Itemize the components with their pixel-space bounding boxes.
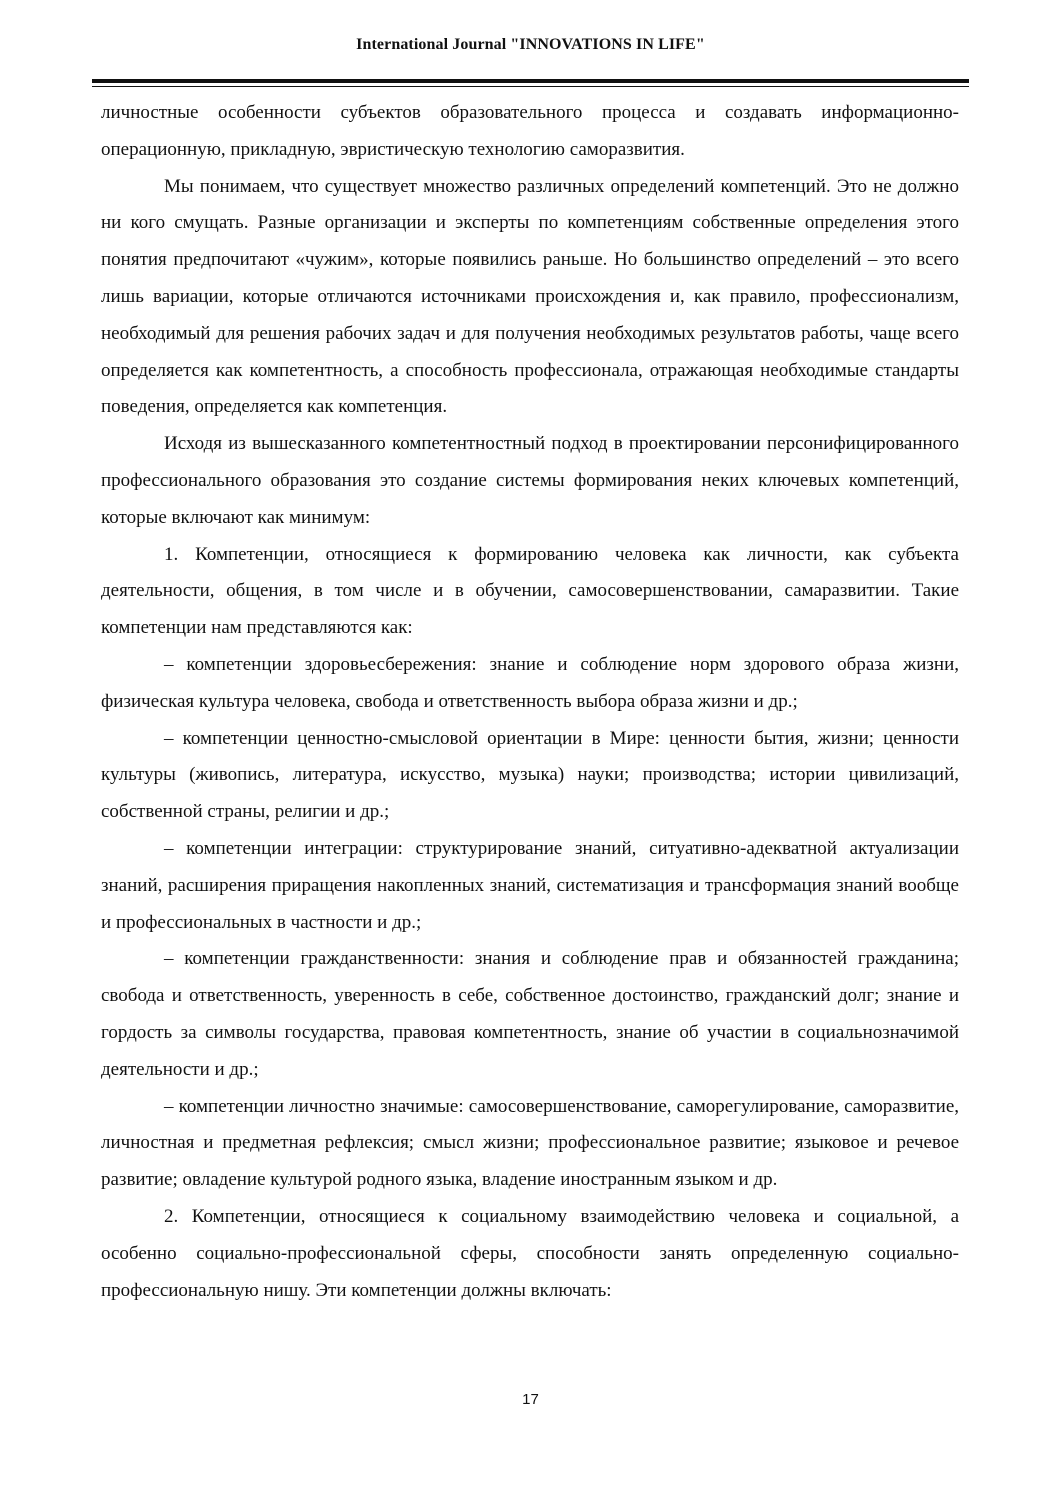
list-item-personal-significance-competencies: – компетенции личностно значимые: самосовершенствование, саморегулирование, саморазвитие, личностная и предметная рефлексия; смысл жизни; профессиональное развитие; языковое и речевое развитие; овладение культурой родного языка, владение иностранным языком и др. (101, 1095, 959, 1191)
header-rule-thin (92, 86, 969, 87)
paragraph-competence-approach: Исходя из вышесказанного компетентностный подход в проектировании персонифицированного профессионального образования это создание системы формирования неких ключевых компетенций, которые включают как минимум: (101, 433, 959, 528)
list-item-citizenship-competencies: – компетенции гражданственности: знания и соблюдение прав и обязанностей гражданина; свобода и ответственность, уверенность в себе, собственное достоинство, гражданский долг; знание и гордость за символы государства, правовая компетентность, знание об участии в социальнозначимой деятельности и др.; (101, 948, 959, 1080)
paragraph-competence-definitions: Мы понимаем, что существует множество различных определений компетенций. Это не должно ни кого смущать. Разные организации и эксперты по компетенциям собственные определения этого понятия предпочитают «чужим», которые появились раньше. Но большинство определений – это всего лишь вариации, которые отличаются источниками происхождения и, как правило, профессионализм, необходимый для решения рабочих задач и для получения необходимых результатов работы, чаще всего определяется как компетентность, а способность профессионала, отражающая необходимые стандарты поведения, определяется как компетенция. (101, 175, 959, 418)
list-item-value-competencies: – компетенции ценностно-смысловой ориентации в Мире: ценности бытия, жизни; ценности культуры (живопись, литература, искусство, музыка) науки; производства; истории цивилизаций, собственной страны, религии и др.; (101, 727, 959, 823)
list-item-health-competencies: – компетенции здоровьесбережения: знание и соблюдение норм здорового образа жизни, физическая культура человека, свобода и ответственность выбора образа жизни и др.; (101, 653, 959, 712)
page-number: 17 (522, 1391, 539, 1408)
list-item-personal-competencies: 1. Компетенции, относящиеся к формированию человека как личности, как субъекта деятельности, общения, в том числе и в обучении, самосовершенствовании, самаразвитии. Такие компетенции нам представляются как: (101, 543, 959, 639)
journal-running-head: International Journal "INNOVATIONS IN LIFE" (356, 36, 705, 53)
list-item-integration-competencies: – компетенции интеграции: структурирование знаний, ситуативно-адекватной актуализации знаний, расширения приращения накопленных знаний, систематизация и трансформация знаний вообще и профессиональных в частности и др.; (101, 837, 959, 933)
paragraph-continuation: личностные особенности субъектов образовательного процесса и создавать информационно-операционную, прикладную, эвристическую технологию саморазвития. (101, 102, 959, 160)
article-body (101, 95, 959, 1309)
list-item-social-competencies: 2. Компетенции, относящиеся к социальному взаимодействию человека и социальной, а особенно социально-профессиональной сферы, способности занять определенную социально-профессиональную нишу. Эти компетенции должны включать: (101, 1205, 959, 1301)
header-rule-thick (92, 79, 969, 83)
